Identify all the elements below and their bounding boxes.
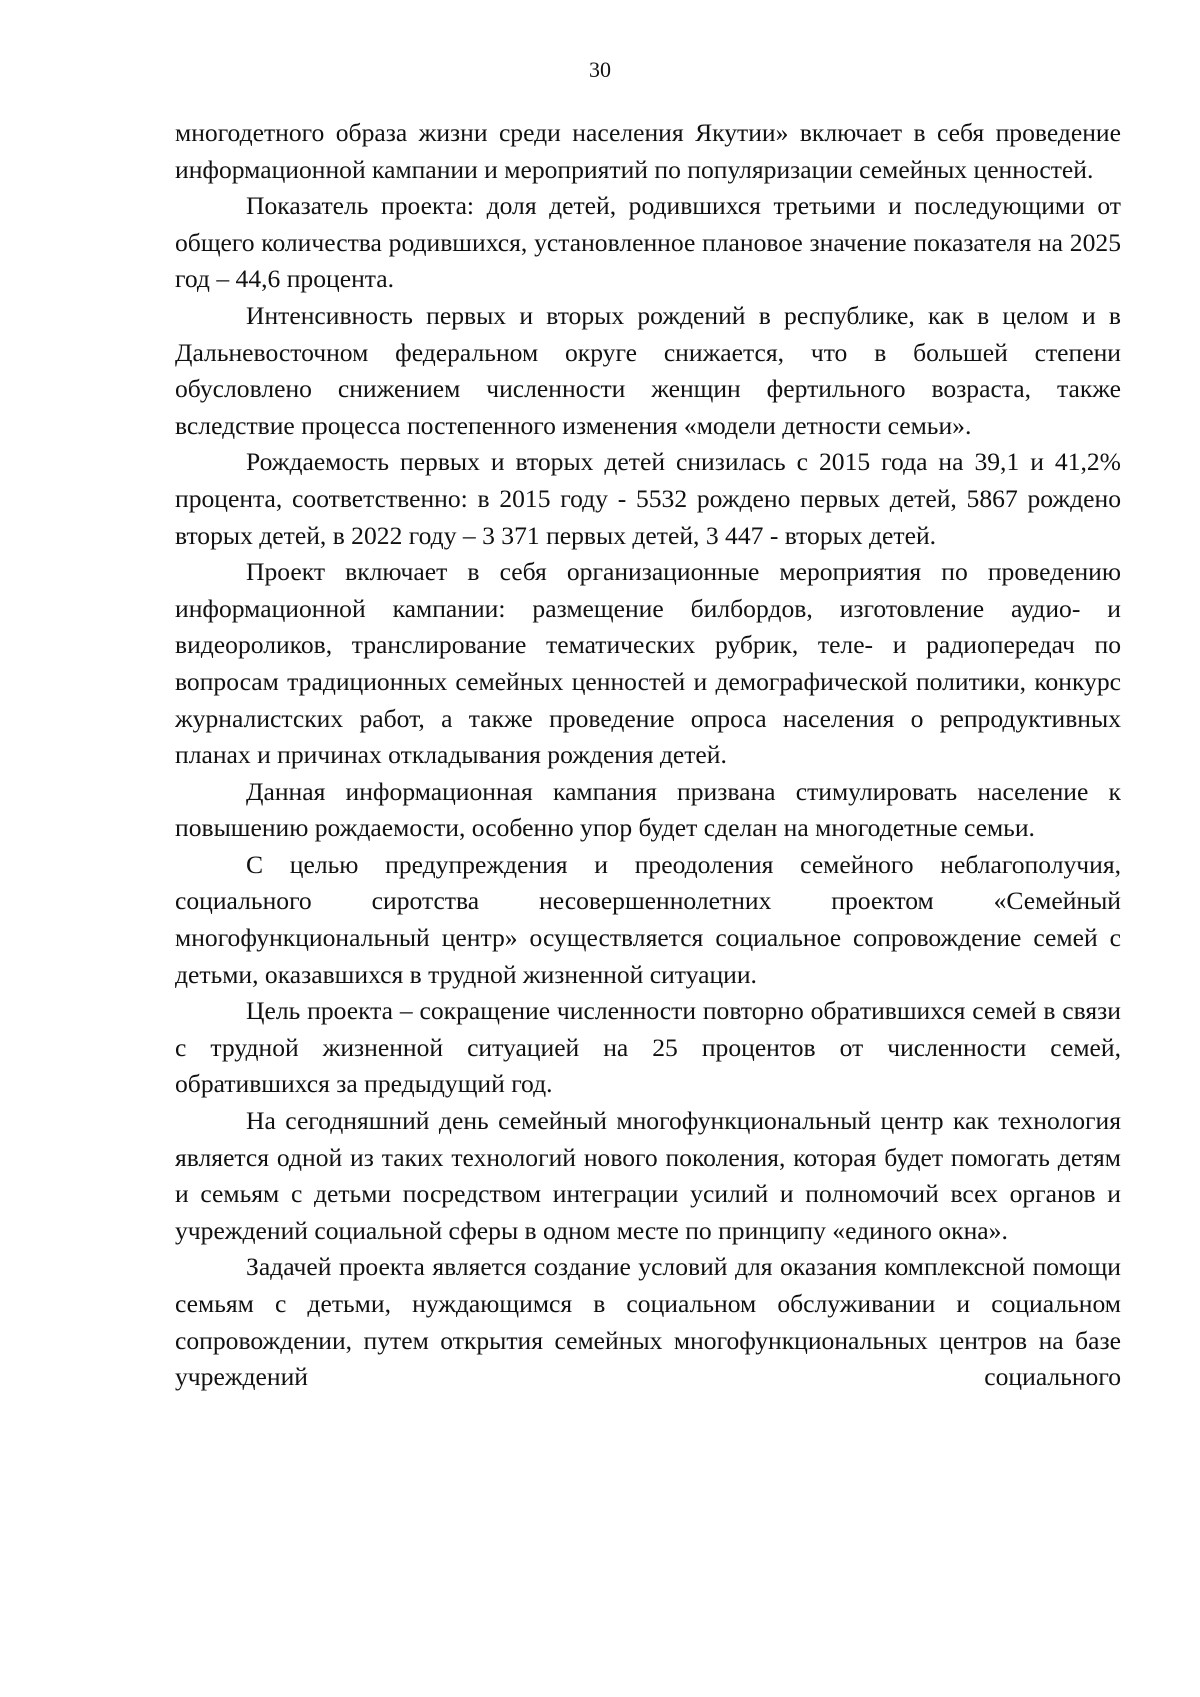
document-body [175,115,1121,1396]
page-number: 30 [589,57,611,82]
paragraph-9: На сегодняшний день семейный многофункциональный центр как технология является одной из таких технологий нового поколения, которая будет помогать детям и семьям с детьми посредством интеграции усилий и полномочий всех органов и учреждений социальной сферы в одном месте по принципу «единого окна». [175,1106,1121,1245]
paragraph-1: многодетного образа жизни среди населения Якутии» включает в себя проведение информационной кампании и мероприятий по популяризации семейных ценностей. [175,118,1121,184]
paragraph-5: Проект включает в себя организационные мероприятия по проведению информационной кампании: размещение билбордов, изготовление аудио- и видеороликов, транслирование тематических рубрик, теле- и радиопередач по вопросам традиционных семейных ценностей и демографической политики, конкурс журналистских работ, а также проведение опроса населения о репродуктивных планах и причинах откладывания рождения детей. [175,557,1121,770]
paragraph-4: Рождаемость первых и вторых детей снизилась с 2015 года на 39,1 и 41,2% процента, соответственно: в 2015 году - 5532 рождено первых детей, 5867 рождено вторых детей, в 2022 году – 3 371 первых детей, 3 447 - вторых детей. [175,447,1121,550]
paragraph-6: Данная информационная кампания призвана стимулировать население к повышению рождаемости, особенно упор будет сделан на многодетные семьи. [175,776,1121,843]
paragraph-2: Показатель проекта: доля детей, родившихся третьими и последующими от общего количества родившихся, установленное плановое значение показателя на 2025 год – 44,6 процента. [175,191,1121,294]
paragraph-7: С целью предупреждения и преодоления семейного неблагополучия, социального сиротства несовершеннолетних проектом «Семейный многофункциональный центр» осуществляется социальное сопровождение семей с детьми, оказавшихся в трудной жизненной ситуации. [175,849,1121,989]
paragraph-3: Интенсивность первых и вторых рождений в республике, как в целом и в Дальневосточном федеральном округе снижается, что в большей степени обусловлено снижением численности женщин фертильного возраста, также вследствие процесса постепенного изменения «модели детности семьи». [175,300,1121,440]
paragraph-8: Цель проекта – сокращение численности повторно обратившихся семей в связи с трудной жизненной ситуацией на 25 процентов от численности семей, обратившихся за предыдущий год. [175,996,1121,1099]
paragraph-10: Задачей проекта является создание условий для оказания комплексной помощи семьям с детьми, нуждающимся в социальном обслуживании и социальном сопровождении, путем открытия семейных многофункциональных центров на базе учреждений социального [175,1252,1121,1392]
